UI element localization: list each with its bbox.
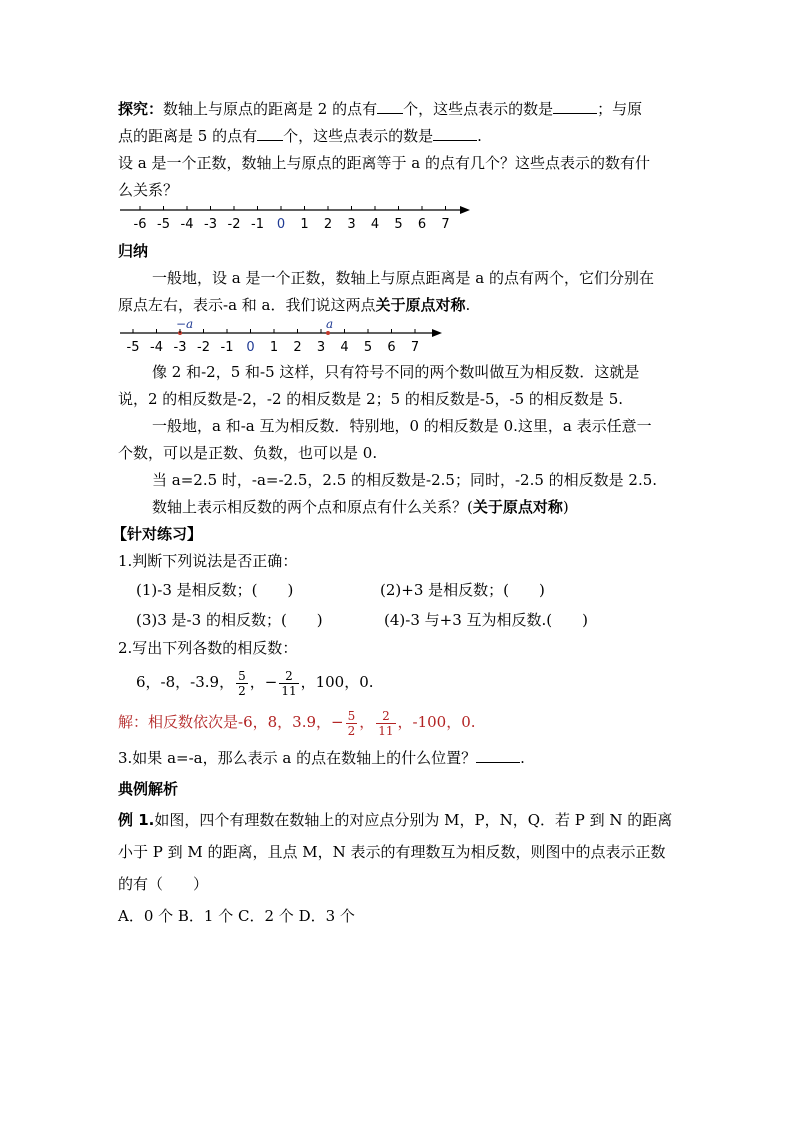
practice-q2-numbers: 6，-8，-3.9， $\frac{5}{2}$ ，− $\frac{2}{11}$ ，100，0. bbox=[136, 668, 374, 698]
body-line-4: 个数，可以是正数、负数，也可以是 0. bbox=[118, 444, 378, 462]
summary-line-1: 一般地，设 a 是一个正数，数轴上与原点距离是 a 的点有两个，它们分别在 bbox=[152, 269, 654, 287]
number-line-2 bbox=[118, 319, 478, 359]
axis-tick-label: 0 bbox=[276, 217, 286, 232]
axis-tick-label: -3 bbox=[204, 217, 217, 232]
fraction: $\frac{2}{11}$ bbox=[281, 668, 297, 698]
axis-tick-label: 0 bbox=[246, 340, 255, 355]
axis-tick-label: -1 bbox=[220, 340, 234, 355]
body-line-3: 一般地，a 和-a 互为相反数．特别地，0 的相反数是 0.这里，a 表示任意一 bbox=[152, 417, 652, 435]
summary-title: 归纳 bbox=[118, 242, 149, 260]
practice-q2: 2.写出下列各数的相反数： bbox=[118, 639, 298, 657]
option-3[interactable]: (3)3 是-3 的相反数；( ) bbox=[136, 611, 323, 629]
practice-title: 【针对练习】 bbox=[112, 525, 203, 543]
practice-q1: 1.判断下列说法是否正确： bbox=[118, 552, 298, 570]
axis-tick-label: 2 bbox=[323, 217, 333, 232]
axis-tick-label: 4 bbox=[370, 217, 380, 232]
body-line-2: 说，2 的相反数是-2，-2 的相反数是 2；5 的相反数是-5，-5 的相反数是 5. bbox=[118, 390, 624, 408]
point-a bbox=[326, 331, 330, 335]
axis-tick-label: 4 bbox=[340, 340, 349, 355]
answer-blank[interactable] bbox=[377, 97, 403, 114]
example-choices[interactable]: A．0 个 B．1 个 C．2 个 D．3 个 bbox=[118, 907, 355, 925]
body-line-1: 像 2 和-2，5 和-5 这样，只有符号不同的两个数叫做互为相反数．这就是 bbox=[152, 363, 640, 381]
axis-tick-label: 2 bbox=[293, 340, 302, 355]
axis-tick-label: -5 bbox=[157, 217, 170, 232]
axis-tick-label: -6 bbox=[133, 217, 147, 232]
axis-tick-label: 6 bbox=[417, 217, 427, 232]
example-line-2: 小于 P 到 M 的距离，且点 M，N 表示的有理数互为相反数，则图中的点表示正数 bbox=[118, 843, 666, 861]
axis-tick-label: -1 bbox=[251, 217, 264, 232]
axis-tick-label: 5 bbox=[363, 340, 373, 355]
option-4[interactable]: (4)-3 与+3 互为相反数.( ) bbox=[384, 611, 588, 629]
answer-blank[interactable] bbox=[433, 124, 477, 141]
axis-tick-label: 1 bbox=[300, 217, 309, 232]
practice-q1-options-row-2 bbox=[118, 605, 678, 635]
body-line-5: 当 a=2.5 时，-a=-2.5，2.5 的相反数是-2.5；同时，-2.5 的相反数是 2.5. bbox=[152, 471, 658, 489]
explore-line-1: 探究：数轴上与原点的距离是 2 的点有 个，这些点表示的数是 ；与原 bbox=[118, 96, 678, 123]
body-line-6: 数轴上表示相反数的两个点和原点有什么关系？(关于原点对称) bbox=[152, 498, 569, 516]
practice-q2-answer: 解：相反数依次是-6，8，3.9，− $\frac{5}{2}$ ， $\frac{2}{11}$ ，-100，0. bbox=[118, 708, 476, 738]
axis-tick-label: -2 bbox=[197, 340, 210, 355]
worksheet-page bbox=[112, 96, 678, 932]
example-title: 典例解析 bbox=[118, 780, 179, 798]
example-line-1: 例 1.如图，四个有理数在数轴上的对应点分别为 M，P，N，Q．若 P 到 N 的距离 bbox=[118, 811, 673, 829]
axis-tick-label: 7 bbox=[441, 217, 450, 232]
axis-tick-label: 6 bbox=[387, 340, 396, 355]
practice-q1-options-row-1 bbox=[118, 575, 678, 605]
answer-blank[interactable] bbox=[553, 97, 597, 114]
fraction: $\frac{5}{2}$ bbox=[238, 668, 246, 698]
option-1[interactable]: (1)-3 是相反数；( ) bbox=[136, 581, 294, 599]
option-2[interactable]: (2)+3 是相反数；( ) bbox=[380, 581, 545, 599]
practice-q3: 3.如果 a=-a，那么表示 a 的点在数轴上的什么位置？ . bbox=[118, 742, 678, 774]
axis-tick-label: 3 bbox=[347, 217, 356, 232]
explore-label: 探究： bbox=[118, 100, 164, 118]
axis-tick-label: -5 bbox=[126, 340, 140, 355]
axis-tick-label: -3 bbox=[173, 340, 187, 355]
fraction: $\frac{5}{2}$ bbox=[347, 708, 356, 738]
a-label: a bbox=[326, 319, 334, 331]
answer-blank[interactable] bbox=[476, 746, 520, 763]
minus-a-label: −a bbox=[176, 319, 194, 331]
explore-line-2: 点的距离是 5 的点有 个，这些点表示的数是 . bbox=[118, 123, 678, 150]
axis-tick-label: 1 bbox=[269, 340, 279, 355]
axis-tick-label: 7 bbox=[410, 340, 420, 355]
axis-tick-label: -4 bbox=[180, 217, 194, 232]
summary-line-2: 原点左右，表示-a 和 a．我们说这两点关于原点对称. bbox=[118, 296, 471, 314]
fraction: $\frac{2}{11}$ bbox=[378, 708, 394, 738]
axis-tick-label: -4 bbox=[150, 340, 163, 355]
example-label: 例 1. bbox=[118, 811, 155, 829]
axis-tick-label: 5 bbox=[394, 217, 403, 232]
axis-tick-label: 3 bbox=[316, 340, 326, 355]
axis-tick-label: -2 bbox=[227, 217, 241, 232]
explore-question-2: 么关系？ bbox=[118, 181, 179, 199]
explore-question-1: 设 a 是一个正数，数轴上与原点的距离等于 a 的点有几个？这些点表示的数有什 bbox=[118, 154, 650, 172]
example-line-3: 的有（ ） bbox=[118, 875, 209, 893]
answer-blank[interactable] bbox=[257, 124, 283, 141]
number-line-1 bbox=[118, 204, 478, 238]
